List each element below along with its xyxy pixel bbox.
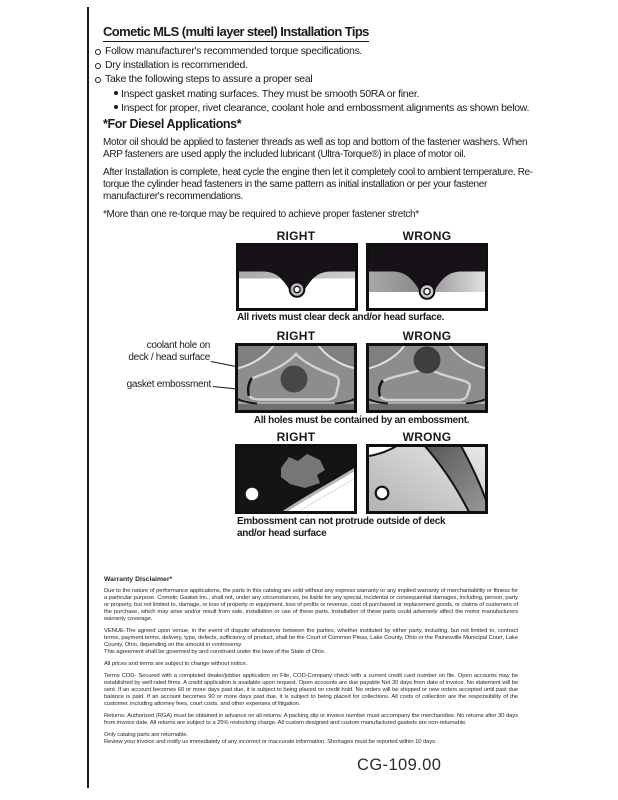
warranty-paragraph: Due to the nature of performance applications, the parts in this catalog are sold without any express warranty or any implied warranty of merchantability or fitness for a particular purpose. Cometic Gasket Inc., shall not, under any circumstances, be liable for any special, incidental or consequential damages, including, person, party or property, but not limited to, damage, or loss of property or equipment, loss of profits or revenue, cost of purchased or replacement goods, or claims of customers of the purchase, which may arise and/or result from sale, installation or use of these parts. Installation of these parts could adversely affect the motor manufacturers warranty coverage.	[104, 587, 518, 623]
right-label: RIGHT	[276, 329, 316, 343]
page-title: Cometic MLS (multi layer steel) Installation Tips	[103, 24, 369, 42]
tip-text: Follow manufacturer's recommended torque specifications.	[105, 45, 363, 57]
embossment-containment-wrong-diagram	[366, 343, 488, 413]
warranty-paragraph: This agreement shall be governed by and construed under the laws of the State of Ohio.	[104, 649, 326, 656]
diesel-paragraph: *More than one re-torque may be required to achieve proper fastener stretch*	[103, 209, 419, 221]
warranty-paragraph: VENUE-The agreed upon venue, in the event of dispute whatsoever between the parties, whether instituted by either party, including, but not limited to, contract terms, payment terms, delivery, type, defects, sufficiency of product, shall be the Court of Common Pleas, Lake County, Ohio or the Painesville Municipal Court, Lake County, Ohio, depending on the amount in controversy.	[104, 627, 518, 649]
tip-text: Take the following steps to assure a proper seal	[105, 73, 313, 86]
gasket-embossment-label: gasket embossment	[126, 379, 211, 390]
warranty-paragraph: Returns- Authorized (RGA) must be obtained in advance on all returns. A packing slip or invoice number must accompany the merchandise. No returns after 30 days from invoice date. All returns are subject to a 25% restocking charge. All custom designed and custom manufactured gaskets are non-returnable.	[104, 712, 518, 726]
rivet-clearance-right-diagram	[236, 243, 358, 311]
wrong-label: WRONG	[402, 430, 452, 444]
circle-bullet-icon	[95, 77, 101, 83]
right-label: RIGHT	[276, 229, 316, 243]
diesel-paragraph: After Installation is complete, heat cycle the engine then let it completely cool to ambient temperature. Re-torque the cylinder head fasteners in the same pattern as initial installation or per your fastener manufacturer's recommendations.	[103, 166, 533, 203]
warranty-paragraph: Only catalog parts are returnable.	[104, 731, 189, 738]
circle-bullet-icon	[95, 63, 101, 69]
diagram-caption-line1: Embossment can not protrude outside of deck	[237, 516, 446, 527]
diagram-caption: All holes must be contained by an embossment.	[253, 415, 470, 426]
embossment-containment-right-diagram	[235, 343, 357, 413]
warranty-paragraph: Review your invoice and notify us immediately of any incorrect or inaccurate information. Shortages must be reported within 10 days.	[104, 738, 437, 745]
warranty-paragraph: All prices and terms are subject to change without notice.	[104, 660, 248, 667]
diagram-caption	[237, 516, 445, 540]
list-item	[95, 59, 529, 73]
diagram-caption-line2: and/or head surface	[237, 527, 327, 539]
wrong-label: WRONG	[402, 229, 452, 243]
diagram-caption: All rivets must clear deck and/or head surface.	[237, 312, 445, 323]
tip-text: Inspect for proper, rivet clearance, coolant hole and embossment alignments as shown below.	[121, 101, 530, 114]
tip-text: Dry installation is recommended.	[105, 59, 248, 72]
warranty-section	[104, 576, 518, 746]
wrong-label: WRONG	[402, 329, 452, 343]
list-item	[95, 102, 529, 116]
diesel-paragraph: Motor oil should be applied to fastener threads as well as top and bottom of the fastener washers. When ARP fasteners are used apply the included lubricant (Ultra-Torque®) in place of motor oil.	[103, 137, 528, 161]
dot-bullet-icon	[114, 91, 118, 95]
diesel-heading: *For Diesel Applications*	[103, 117, 242, 131]
list-item	[95, 73, 529, 87]
embossment-protrusion-right-diagram	[235, 444, 357, 514]
tip-text: Inspect gasket mating surfaces. They must be smooth 50RA or finer.	[121, 87, 420, 100]
dot-bullet-icon	[114, 105, 118, 109]
tips-list	[95, 45, 529, 116]
rivet-clearance-wrong-diagram	[366, 243, 488, 311]
embossment-protrusion-wrong-diagram	[366, 444, 488, 514]
coolant-hole-label-line2: deck / head surface	[128, 351, 210, 363]
circle-bullet-icon	[95, 49, 101, 55]
right-label: RIGHT	[276, 430, 316, 444]
left-page-rule	[87, 7, 89, 788]
warranty-heading: Warranty Disclaimer*	[104, 576, 173, 583]
diesel-section	[103, 117, 543, 222]
warranty-paragraph: Terms COD- Secured with a completed dealer/jobber application on File, COD-Company check with a current credit card number on file. Open accounts may be established by well rated firms. A credit application is available upon request. Open accounts are due payable Net 30 days from date of invoice. No statement will be sent. If an account becomes 60 or more days past due, it is subject to being placed on credit hold. No orders will be shipped or new orders accepted until past due balance is paid. If an account becomes 90 or more days past due, it is subject to being placed for collections. All costs of collection are the responsibility of the customer, including attorney fees, court costs, and other expenses of litigation.	[104, 672, 518, 708]
coolant-hole-label-line1: coolant hole on	[146, 340, 210, 351]
page-code: CG-109.00	[357, 756, 442, 774]
list-item	[95, 88, 529, 102]
list-item	[95, 45, 529, 59]
